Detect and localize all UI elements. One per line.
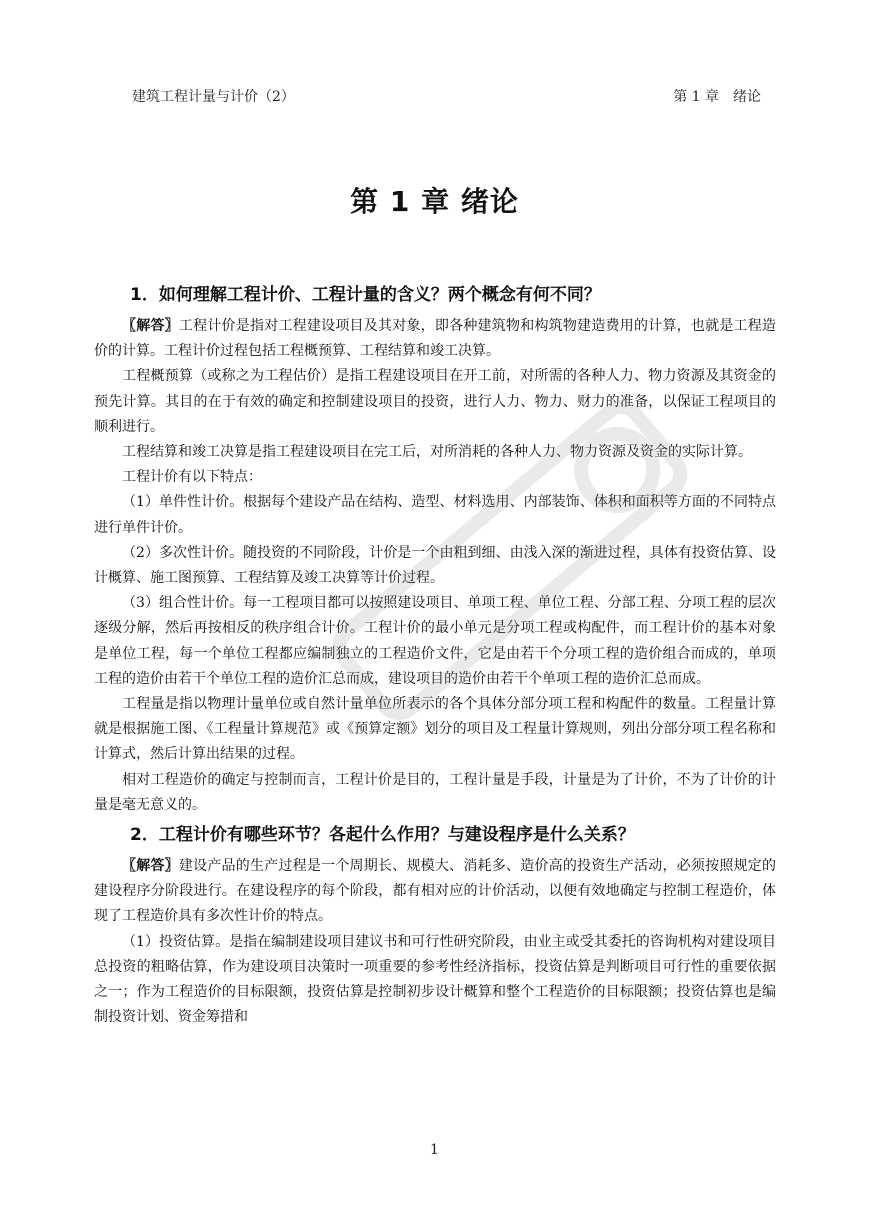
page-content: [94, 282, 776, 1030]
answer-tag: 〖解答〗: [122, 318, 179, 334]
question-1-answer-paragraph: [94, 314, 776, 364]
page-number: 1: [430, 1142, 439, 1158]
paragraph: （2）多次性计价。随投资的不同阶段，计价是一个由粗到细、由浅入深的渐进过程，具体有投资估算、设计概算、施工图预算、工程结算及竣工决算等计价过程。: [94, 544, 776, 587]
paragraph: 工程计价有以下特点：: [122, 469, 262, 486]
paragraph: （3）组合性计价。每一工程项目都可以按照建设项目、单项工程、单位工程、分部工程、分项工程的层次逐级分解，然后再按相反的秩序组合计价。工程计价的最小单元是分项工程或构配件，而工程计价的基本对象是单位工程，每一个单位工程都应编制独立的工程造价文件，它是由若干个分项工程的造价组合而成的，单项工程的造价由若干个单位工程的造价汇总而成，建设项目的造价由若干个单项工程的造价汇总而成。: [94, 595, 776, 687]
paragraph: （1）单件性计价。根据每个建设产品在结构、造型、材料选用、内部装饰、体积和面积等方面的不同特点进行单件计价。: [94, 494, 776, 536]
header-chapter: 第 1 章 绪论: [673, 89, 761, 105]
question-1-heading: 1．如何理解工程计价、工程计量的含义？两个概念有何不同？: [130, 285, 601, 305]
paragraph: 工程结算和竣工决算是指工程建设项目在完工后，对所消耗的各种人力、物力资源及资金的实际计算。: [122, 444, 752, 461]
question-2-answer-paragraph: [94, 854, 776, 930]
header-book-title: 建筑工程计量与计价（2）: [132, 89, 295, 105]
running-header: [132, 86, 761, 106]
paragraph: 工程概预算（或称之为工程估价）是指工程建设项目在开工前，对所需的各种人力、物力资源及其资金的预先计算。其目的在于有效的确定和控制建设项目的投资，进行人力、物力、财力的准备，以保证工程项目的顺利进行。: [94, 368, 776, 435]
paragraph: 相对工程造价的确定与控制而言，工程计价是目的，工程计量是手段，计量是为了计价，不为了计价的计量是毫无意义的。: [94, 771, 776, 813]
paragraph: （1）投资估算。是指在编制建设项目建议书和可行性研究阶段，由业主或受其委托的咨询机构对建设项目总投资的粗略估算，作为建设项目决策时一项重要的参考性经济指标，投资估算是判断项目可行性的重要依据之一；作为工程造价的目标限额，投资估算是控制初步设计概算和整个工程造价的目标限额；投资估算也是编制投资计划、资金筹措和: [94, 933, 776, 1026]
answer-tag: 〖解答〗: [122, 858, 179, 875]
question-2-heading: 2．工程计价有哪些环节？各起什么作用？与建设程序是什么关系？: [130, 825, 635, 846]
chapter-title: 第 1 章 绪论: [350, 185, 519, 218]
paragraph: 工程量是指以物理计量单位或自然计量单位所表示的各个具体分部分项工程和构配件的数量。工程量计算就是根据施工图、《工程量计算规范》或《预算定额》划分的项目及工程量计算规则，列出分部分项工程名称和计算式，然后计算出结果的过程。: [94, 696, 776, 763]
answer-lead-text: 工程计价是指对工程建设项目及其对象，即各种建筑物和构筑物建造费用的计算，也就是工程造价的计算。工程计价过程包括工程概预算、工程结算和竣工决算。: [94, 318, 776, 360]
answer-lead-text: 建设产品的生产过程是一个周期长、规模大、消耗多、造价高的投资生产活动，必须按照规定的建设程序分阶段进行。在建设程序的每个阶段，都有相对应的计价活动，以便有效地确定与控制工程造价，体现了工程造价具有多次性计价的特点。: [94, 858, 776, 925]
